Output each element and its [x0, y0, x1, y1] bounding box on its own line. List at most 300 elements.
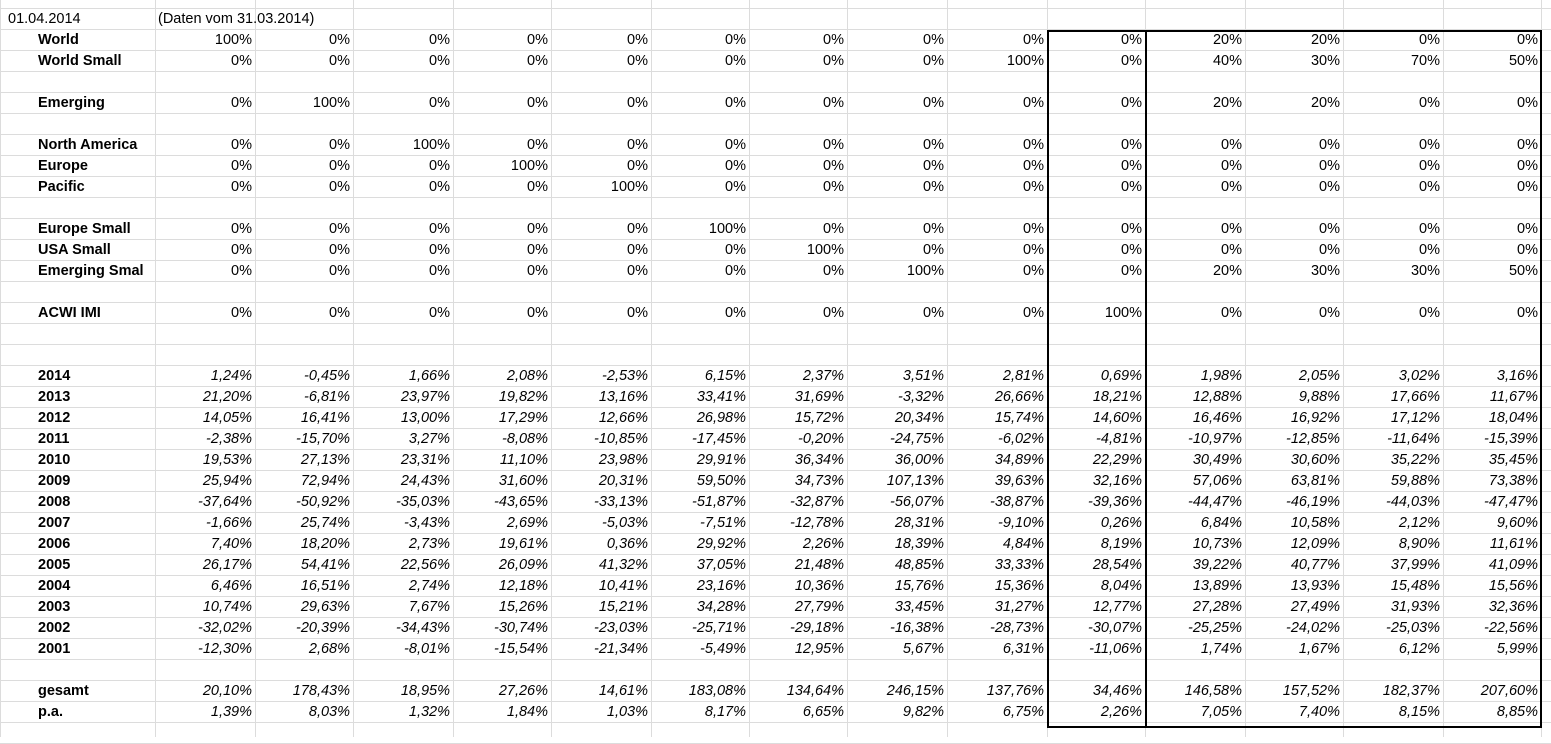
- value-cell[interactable]: -46,19%: [1285, 494, 1340, 510]
- value-cell[interactable]: 73,38%: [1488, 473, 1538, 489]
- value-cell[interactable]: 1,24%: [210, 368, 252, 384]
- row-label[interactable]: 2011: [38, 431, 70, 447]
- value-cell[interactable]: 27,13%: [300, 452, 350, 468]
- value-cell[interactable]: 6,15%: [704, 368, 746, 384]
- value-cell[interactable]: 0%: [527, 263, 548, 279]
- row-label[interactable]: World: [38, 32, 79, 48]
- value-cell[interactable]: 8,17%: [704, 704, 746, 720]
- value-cell[interactable]: 0%: [1419, 95, 1440, 111]
- value-cell[interactable]: -16,38%: [889, 620, 944, 636]
- value-cell[interactable]: 2,68%: [308, 641, 350, 657]
- value-cell[interactable]: 0%: [923, 242, 944, 258]
- value-cell[interactable]: 24,43%: [400, 473, 450, 489]
- value-cell[interactable]: 0%: [1419, 158, 1440, 174]
- value-cell[interactable]: 30,49%: [1192, 452, 1242, 468]
- value-cell[interactable]: 48,85%: [894, 557, 944, 573]
- value-cell[interactable]: 21,20%: [202, 389, 252, 405]
- value-cell[interactable]: 27,28%: [1192, 599, 1242, 615]
- value-cell[interactable]: 0%: [1517, 32, 1538, 48]
- value-cell[interactable]: 29,63%: [300, 599, 350, 615]
- value-cell[interactable]: 0%: [923, 179, 944, 195]
- value-cell[interactable]: 23,97%: [400, 389, 450, 405]
- value-cell[interactable]: -15,70%: [295, 431, 350, 447]
- value-cell[interactable]: 2,37%: [802, 368, 844, 384]
- value-cell[interactable]: 54,41%: [300, 557, 350, 573]
- value-cell[interactable]: 0%: [1023, 242, 1044, 258]
- row-label[interactable]: 2009: [38, 473, 71, 489]
- value-cell[interactable]: 13,93%: [1290, 578, 1340, 594]
- value-cell[interactable]: -56,07%: [889, 494, 944, 510]
- value-cell[interactable]: 34,46%: [1092, 683, 1142, 699]
- value-cell[interactable]: 8,15%: [1398, 704, 1440, 720]
- value-cell[interactable]: 20%: [1212, 32, 1242, 48]
- value-cell[interactable]: 0%: [329, 263, 350, 279]
- value-cell[interactable]: -47,47%: [1483, 494, 1538, 510]
- value-cell[interactable]: -4,81%: [1096, 431, 1142, 447]
- value-cell[interactable]: -22,56%: [1483, 620, 1538, 636]
- value-cell[interactable]: 0%: [1121, 53, 1142, 69]
- value-cell[interactable]: 0%: [725, 53, 746, 69]
- row-label[interactable]: Pacific: [38, 179, 85, 195]
- value-cell[interactable]: 17,12%: [1390, 410, 1440, 426]
- value-cell[interactable]: 182,37%: [1382, 683, 1440, 699]
- value-cell[interactable]: -30,07%: [1087, 620, 1142, 636]
- value-cell[interactable]: 22,56%: [400, 557, 450, 573]
- value-cell[interactable]: 0%: [429, 242, 450, 258]
- row-label[interactable]: 2001: [38, 641, 71, 657]
- value-cell[interactable]: 0%: [429, 305, 450, 321]
- value-cell[interactable]: -25,25%: [1187, 620, 1242, 636]
- value-cell[interactable]: 0%: [527, 242, 548, 258]
- value-cell[interactable]: 27,79%: [794, 599, 844, 615]
- value-cell[interactable]: 0%: [1319, 158, 1340, 174]
- value-cell[interactable]: 100%: [1006, 53, 1044, 69]
- value-cell[interactable]: 41,09%: [1488, 557, 1538, 573]
- value-cell[interactable]: 0%: [627, 242, 648, 258]
- value-cell[interactable]: 0%: [627, 137, 648, 153]
- value-cell[interactable]: 134,64%: [786, 683, 844, 699]
- row-label[interactable]: 2014: [38, 368, 71, 384]
- value-cell[interactable]: 23,31%: [400, 452, 450, 468]
- value-cell[interactable]: 0%: [1319, 221, 1340, 237]
- value-cell[interactable]: 15,74%: [994, 410, 1044, 426]
- value-cell[interactable]: 2,74%: [408, 578, 450, 594]
- value-cell[interactable]: 35,45%: [1488, 452, 1538, 468]
- value-cell[interactable]: 14,05%: [202, 410, 252, 426]
- value-cell[interactable]: -29,18%: [789, 620, 844, 636]
- value-cell[interactable]: 0%: [429, 179, 450, 195]
- value-cell[interactable]: 17,66%: [1390, 389, 1440, 405]
- value-cell[interactable]: 0%: [1517, 137, 1538, 153]
- value-cell[interactable]: 246,15%: [886, 683, 944, 699]
- value-cell[interactable]: 0%: [1319, 137, 1340, 153]
- value-cell[interactable]: 16,41%: [300, 410, 350, 426]
- value-cell[interactable]: 26,09%: [498, 557, 548, 573]
- value-cell[interactable]: 20,10%: [202, 683, 252, 699]
- value-cell[interactable]: 23,16%: [696, 578, 746, 594]
- value-cell[interactable]: 0%: [429, 263, 450, 279]
- value-cell[interactable]: 0%: [1319, 305, 1340, 321]
- value-cell[interactable]: 0%: [627, 263, 648, 279]
- value-cell[interactable]: 0%: [627, 32, 648, 48]
- value-cell[interactable]: -8,01%: [404, 641, 450, 657]
- value-cell[interactable]: -35,03%: [395, 494, 450, 510]
- value-cell[interactable]: 30%: [1410, 263, 1440, 279]
- value-cell[interactable]: 2,08%: [506, 368, 548, 384]
- value-cell[interactable]: -3,43%: [404, 515, 450, 531]
- value-cell[interactable]: 23,98%: [598, 452, 648, 468]
- value-cell[interactable]: 0%: [627, 53, 648, 69]
- value-cell[interactable]: 0%: [627, 158, 648, 174]
- value-cell[interactable]: 100%: [906, 263, 944, 279]
- value-cell[interactable]: 0%: [231, 263, 252, 279]
- value-cell[interactable]: 0%: [725, 158, 746, 174]
- value-cell[interactable]: 5,67%: [902, 641, 944, 657]
- value-cell[interactable]: 0%: [1023, 263, 1044, 279]
- value-cell[interactable]: 1,84%: [506, 704, 548, 720]
- value-cell[interactable]: -25,03%: [1385, 620, 1440, 636]
- value-cell[interactable]: 30%: [1310, 53, 1340, 69]
- row-label[interactable]: gesamt: [38, 683, 89, 699]
- value-cell[interactable]: 10,74%: [202, 599, 252, 615]
- value-cell[interactable]: 0%: [823, 305, 844, 321]
- value-cell[interactable]: 14,61%: [598, 683, 648, 699]
- value-cell[interactable]: 0%: [1221, 221, 1242, 237]
- value-cell[interactable]: 50%: [1508, 53, 1538, 69]
- value-cell[interactable]: 12,18%: [498, 578, 548, 594]
- value-cell[interactable]: 26,17%: [202, 557, 252, 573]
- value-cell[interactable]: 0%: [329, 242, 350, 258]
- value-cell[interactable]: 0%: [923, 32, 944, 48]
- value-cell[interactable]: 34,28%: [696, 599, 746, 615]
- value-cell[interactable]: 9,88%: [1298, 389, 1340, 405]
- row-label[interactable]: 2002: [38, 620, 71, 636]
- value-cell[interactable]: 12,09%: [1290, 536, 1340, 552]
- value-cell[interactable]: -10,85%: [593, 431, 648, 447]
- value-cell[interactable]: -10,97%: [1187, 431, 1242, 447]
- value-cell[interactable]: 7,40%: [210, 536, 252, 552]
- value-cell[interactable]: -2,53%: [602, 368, 648, 384]
- value-cell[interactable]: 31,27%: [994, 599, 1044, 615]
- value-cell[interactable]: 0%: [923, 95, 944, 111]
- value-cell[interactable]: 0%: [725, 263, 746, 279]
- value-cell[interactable]: 14,60%: [1092, 410, 1142, 426]
- value-cell[interactable]: 0%: [1121, 137, 1142, 153]
- value-cell[interactable]: -5,49%: [700, 641, 746, 657]
- value-cell[interactable]: 12,95%: [794, 641, 844, 657]
- value-cell[interactable]: 11,10%: [499, 452, 548, 468]
- value-cell[interactable]: 157,52%: [1282, 683, 1340, 699]
- value-cell[interactable]: 0%: [429, 158, 450, 174]
- value-cell[interactable]: 0%: [1023, 137, 1044, 153]
- value-cell[interactable]: 63,81%: [1290, 473, 1340, 489]
- value-cell[interactable]: 15,76%: [894, 578, 944, 594]
- value-cell[interactable]: 0%: [1023, 95, 1044, 111]
- value-cell[interactable]: 19,61%: [498, 536, 548, 552]
- value-cell[interactable]: 0%: [1023, 179, 1044, 195]
- value-cell[interactable]: -15,54%: [493, 641, 548, 657]
- value-cell[interactable]: 6,75%: [1002, 704, 1044, 720]
- value-cell[interactable]: 29,91%: [696, 452, 746, 468]
- value-cell[interactable]: 15,56%: [1488, 578, 1538, 594]
- value-cell[interactable]: 0%: [725, 32, 746, 48]
- value-cell[interactable]: 6,46%: [210, 578, 252, 594]
- value-cell[interactable]: 0%: [725, 242, 746, 258]
- value-cell[interactable]: 0%: [329, 158, 350, 174]
- value-cell[interactable]: 0%: [1121, 32, 1142, 48]
- value-cell[interactable]: 1,66%: [408, 368, 450, 384]
- value-cell[interactable]: 7,67%: [408, 599, 450, 615]
- value-cell[interactable]: 16,51%: [300, 578, 350, 594]
- value-cell[interactable]: 41,32%: [598, 557, 648, 573]
- value-cell[interactable]: 0%: [627, 95, 648, 111]
- value-cell[interactable]: 0%: [231, 305, 252, 321]
- value-cell[interactable]: -30,74%: [493, 620, 548, 636]
- value-cell[interactable]: 0%: [1419, 179, 1440, 195]
- value-cell[interactable]: 19,53%: [202, 452, 252, 468]
- value-cell[interactable]: 0%: [527, 95, 548, 111]
- value-cell[interactable]: -0,20%: [798, 431, 844, 447]
- value-cell[interactable]: 1,39%: [210, 704, 252, 720]
- value-cell[interactable]: 2,73%: [408, 536, 450, 552]
- value-cell[interactable]: -37,64%: [197, 494, 252, 510]
- value-cell[interactable]: 0%: [1121, 221, 1142, 237]
- value-cell[interactable]: 33,41%: [696, 389, 746, 405]
- value-cell[interactable]: 26,98%: [696, 410, 746, 426]
- value-cell[interactable]: 0%: [527, 305, 548, 321]
- value-cell[interactable]: -20,39%: [295, 620, 350, 636]
- value-cell[interactable]: 10,73%: [1192, 536, 1242, 552]
- value-cell[interactable]: 100%: [312, 95, 350, 111]
- value-cell[interactable]: 8,03%: [308, 704, 350, 720]
- value-cell[interactable]: 17,29%: [498, 410, 548, 426]
- value-cell[interactable]: 0%: [1023, 32, 1044, 48]
- value-cell[interactable]: 0%: [1221, 158, 1242, 174]
- value-cell[interactable]: 0%: [1221, 179, 1242, 195]
- value-cell[interactable]: 25,94%: [202, 473, 252, 489]
- value-cell[interactable]: 0%: [527, 32, 548, 48]
- value-cell[interactable]: 32,16%: [1092, 473, 1142, 489]
- value-cell[interactable]: 3,51%: [902, 368, 944, 384]
- value-cell[interactable]: 0%: [1023, 221, 1044, 237]
- value-cell[interactable]: 0%: [329, 137, 350, 153]
- value-cell[interactable]: 178,43%: [292, 683, 350, 699]
- value-cell[interactable]: -15,39%: [1483, 431, 1538, 447]
- value-cell[interactable]: 0%: [1517, 242, 1538, 258]
- value-cell[interactable]: 0%: [231, 95, 252, 111]
- value-cell[interactable]: -0,45%: [304, 368, 350, 384]
- value-cell[interactable]: -11,06%: [1089, 641, 1142, 657]
- value-cell[interactable]: 72,94%: [300, 473, 350, 489]
- value-cell[interactable]: 30%: [1310, 263, 1340, 279]
- value-cell[interactable]: 28,54%: [1092, 557, 1142, 573]
- value-cell[interactable]: 22,29%: [1092, 452, 1142, 468]
- value-cell[interactable]: -11,64%: [1387, 431, 1440, 447]
- value-cell[interactable]: 19,82%: [498, 389, 548, 405]
- value-cell[interactable]: -12,30%: [197, 641, 252, 657]
- value-cell[interactable]: 0%: [823, 179, 844, 195]
- value-cell[interactable]: 0%: [329, 305, 350, 321]
- row-label[interactable]: 2003: [38, 599, 71, 615]
- value-cell[interactable]: 183,08%: [688, 683, 746, 699]
- value-cell[interactable]: 0%: [1121, 179, 1142, 195]
- value-cell[interactable]: 100%: [806, 242, 844, 258]
- value-cell[interactable]: 18,95%: [400, 683, 450, 699]
- value-cell[interactable]: 0%: [923, 305, 944, 321]
- value-cell[interactable]: 1,03%: [606, 704, 648, 720]
- value-cell[interactable]: 0%: [1517, 179, 1538, 195]
- value-cell[interactable]: -8,08%: [502, 431, 548, 447]
- row-label[interactable]: 2004: [38, 578, 71, 594]
- value-cell[interactable]: 1,67%: [1298, 641, 1340, 657]
- value-cell[interactable]: 30,60%: [1290, 452, 1340, 468]
- value-cell[interactable]: 0%: [823, 158, 844, 174]
- value-cell[interactable]: 11,67%: [1489, 389, 1538, 405]
- value-cell[interactable]: 12,66%: [598, 410, 648, 426]
- value-cell[interactable]: -24,02%: [1285, 620, 1340, 636]
- row-label[interactable]: USA Small: [38, 242, 111, 258]
- value-cell[interactable]: 0%: [923, 158, 944, 174]
- value-cell[interactable]: 40%: [1212, 53, 1242, 69]
- value-cell[interactable]: 0%: [527, 53, 548, 69]
- value-cell[interactable]: 0%: [1419, 242, 1440, 258]
- value-cell[interactable]: 0%: [429, 221, 450, 237]
- value-cell[interactable]: 0%: [429, 32, 450, 48]
- value-cell[interactable]: 31,93%: [1390, 599, 1440, 615]
- value-cell[interactable]: 0%: [725, 95, 746, 111]
- value-cell[interactable]: 39,63%: [994, 473, 1044, 489]
- value-cell[interactable]: -28,73%: [989, 620, 1044, 636]
- value-cell[interactable]: 31,69%: [794, 389, 844, 405]
- value-cell[interactable]: 2,81%: [1002, 368, 1044, 384]
- value-cell[interactable]: -12,85%: [1285, 431, 1340, 447]
- value-cell[interactable]: 7,40%: [1298, 704, 1340, 720]
- value-cell[interactable]: 0%: [527, 137, 548, 153]
- value-cell[interactable]: 59,50%: [696, 473, 746, 489]
- value-cell[interactable]: 0%: [1121, 158, 1142, 174]
- value-cell[interactable]: 0%: [429, 95, 450, 111]
- value-cell[interactable]: 0%: [823, 53, 844, 69]
- value-cell[interactable]: 57,06%: [1192, 473, 1242, 489]
- value-cell[interactable]: 37,05%: [696, 557, 746, 573]
- value-cell[interactable]: 20%: [1310, 32, 1340, 48]
- value-cell[interactable]: 40,77%: [1290, 557, 1340, 573]
- value-cell[interactable]: 0%: [329, 179, 350, 195]
- value-cell[interactable]: 0%: [923, 53, 944, 69]
- value-cell[interactable]: -34,43%: [395, 620, 450, 636]
- value-cell[interactable]: -21,34%: [593, 641, 648, 657]
- value-cell[interactable]: 0%: [231, 221, 252, 237]
- value-cell[interactable]: 1,32%: [408, 704, 450, 720]
- value-cell[interactable]: 33,33%: [994, 557, 1044, 573]
- value-cell[interactable]: -44,03%: [1385, 494, 1440, 510]
- value-cell[interactable]: 20%: [1212, 263, 1242, 279]
- value-cell[interactable]: -3,32%: [898, 389, 944, 405]
- value-cell[interactable]: 13,16%: [598, 389, 648, 405]
- value-cell[interactable]: -43,65%: [493, 494, 548, 510]
- value-cell[interactable]: 11,61%: [1489, 536, 1538, 552]
- value-cell[interactable]: 39,22%: [1192, 557, 1242, 573]
- value-cell[interactable]: 0%: [1121, 95, 1142, 111]
- value-cell[interactable]: 0,69%: [1100, 368, 1142, 384]
- value-cell[interactable]: 15,72%: [794, 410, 844, 426]
- value-cell[interactable]: 107,13%: [886, 473, 944, 489]
- value-cell[interactable]: 20,31%: [598, 473, 648, 489]
- value-cell[interactable]: 137,76%: [986, 683, 1044, 699]
- value-cell[interactable]: 0%: [823, 137, 844, 153]
- value-cell[interactable]: 18,20%: [300, 536, 350, 552]
- value-cell[interactable]: 100%: [510, 158, 548, 174]
- value-cell[interactable]: 0%: [527, 179, 548, 195]
- value-cell[interactable]: 0%: [1121, 242, 1142, 258]
- value-cell[interactable]: -32,87%: [789, 494, 844, 510]
- row-label[interactable]: 2008: [38, 494, 71, 510]
- value-cell[interactable]: 0%: [1419, 137, 1440, 153]
- value-cell[interactable]: 6,65%: [802, 704, 844, 720]
- value-cell[interactable]: -50,92%: [295, 494, 350, 510]
- value-cell[interactable]: 20%: [1310, 95, 1340, 111]
- value-cell[interactable]: 0%: [627, 221, 648, 237]
- value-cell[interactable]: 2,05%: [1298, 368, 1340, 384]
- value-cell[interactable]: 35,22%: [1390, 452, 1440, 468]
- value-cell[interactable]: 0%: [1319, 179, 1340, 195]
- value-cell[interactable]: 34,73%: [794, 473, 844, 489]
- value-cell[interactable]: 18,21%: [1092, 389, 1142, 405]
- value-cell[interactable]: 0%: [329, 53, 350, 69]
- value-cell[interactable]: 13,00%: [400, 410, 450, 426]
- value-cell[interactable]: 29,92%: [696, 536, 746, 552]
- value-cell[interactable]: 32,36%: [1488, 599, 1538, 615]
- value-cell[interactable]: 36,00%: [894, 452, 944, 468]
- value-cell[interactable]: 20,34%: [894, 410, 944, 426]
- value-cell[interactable]: 34,89%: [994, 452, 1044, 468]
- row-label[interactable]: 2012: [38, 410, 71, 426]
- value-cell[interactable]: 3,27%: [408, 431, 450, 447]
- value-cell[interactable]: 0%: [1319, 242, 1340, 258]
- value-cell[interactable]: -25,71%: [691, 620, 746, 636]
- value-cell[interactable]: 12,77%: [1092, 599, 1142, 615]
- value-cell[interactable]: 2,26%: [802, 536, 844, 552]
- value-cell[interactable]: 0%: [1517, 305, 1538, 321]
- value-cell[interactable]: -6,81%: [304, 389, 350, 405]
- value-cell[interactable]: 0%: [823, 263, 844, 279]
- value-cell[interactable]: 18,04%: [1488, 410, 1538, 426]
- value-cell[interactable]: 5,99%: [1496, 641, 1538, 657]
- value-cell[interactable]: 31,60%: [498, 473, 548, 489]
- value-cell[interactable]: 6,84%: [1200, 515, 1242, 531]
- row-label[interactable]: p.a.: [38, 704, 63, 720]
- row-label[interactable]: 2006: [38, 536, 71, 552]
- value-cell[interactable]: -12,78%: [789, 515, 844, 531]
- value-cell[interactable]: 37,99%: [1390, 557, 1440, 573]
- value-cell[interactable]: 0%: [923, 137, 944, 153]
- value-cell[interactable]: 4,84%: [1002, 536, 1044, 552]
- value-cell[interactable]: 13,89%: [1192, 578, 1242, 594]
- row-label[interactable]: ACWI IMI: [38, 305, 101, 321]
- value-cell[interactable]: -7,51%: [700, 515, 746, 531]
- value-cell[interactable]: -33,13%: [593, 494, 648, 510]
- value-cell[interactable]: -24,75%: [889, 431, 944, 447]
- value-cell[interactable]: 25,74%: [300, 515, 350, 531]
- value-cell[interactable]: 59,88%: [1390, 473, 1440, 489]
- value-cell[interactable]: 8,04%: [1100, 578, 1142, 594]
- value-cell[interactable]: 0%: [1121, 263, 1142, 279]
- value-cell[interactable]: 21,48%: [794, 557, 844, 573]
- value-cell[interactable]: 8,19%: [1100, 536, 1142, 552]
- row-label[interactable]: 2007: [38, 515, 71, 531]
- value-cell[interactable]: 20%: [1212, 95, 1242, 111]
- value-cell[interactable]: 10,36%: [794, 578, 844, 594]
